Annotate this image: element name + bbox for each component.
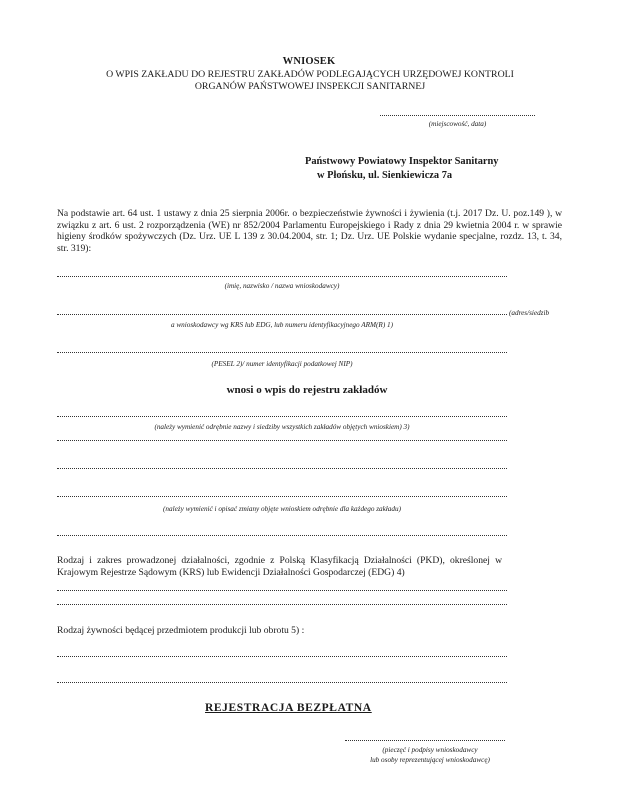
signature-hint-line1: (pieczęć i podpisy wnioskodawcy	[382, 746, 478, 754]
form-title: WNIOSEK	[282, 56, 336, 67]
establishment-field-1[interactable]	[57, 416, 507, 417]
section-heading: wnosi o wpis do rejestru zakładów	[226, 384, 388, 396]
establishment-field-4[interactable]	[57, 496, 507, 497]
addressee-block	[305, 155, 499, 183]
establishments-hint-2: (należy wymienić i opisać zmiany objęte wnioskiem odrębnie dla każdego zakładu)	[163, 505, 401, 513]
form-subtitle-line1: O WPIS ZAKŁADU DO REJESTRU ZAKŁADÓW PODLEGAJĄCYCH URZĘDOWEJ KONTROLI	[106, 69, 514, 80]
establishments-hint-1: (należy wymienić odrębnie nazwy i siedziby wszystkich zakładów objętych wnioskiem) 3)	[154, 423, 410, 431]
applicant-address-field[interactable]	[57, 314, 507, 315]
place-date-field[interactable]	[380, 115, 535, 116]
signature-hint-line2: lub osoby reprezentującej wnioskodawcę)	[370, 756, 490, 764]
applicant-address-hint: a wnioskodawcy wg KRS lub EDG, lub numeru identyfikacyjnego ARM(R) 1)	[170, 321, 394, 329]
establishment-field-2[interactable]	[57, 440, 507, 441]
activity-text: Rodzaj i zakres prowadzonej działalności, zgodnie z Polską Klasyfikacją Działalności (PKD), określonej w Krajowym Rejestrze Sądowym (KRS) lub Ewidencji Działalności Gospodarczej (EDG) 4)	[57, 555, 502, 578]
food-type-field-1[interactable]	[57, 656, 507, 657]
addressee-line1: Państwowy Powiatowy Inspektor Sanitarny	[305, 156, 499, 167]
addressee-line2: w Płońsku, ul. Sienkiewicza 7a	[317, 170, 453, 181]
pesel-nip-field[interactable]	[57, 352, 507, 353]
activity-field-2[interactable]	[57, 604, 507, 605]
establishment-field-5[interactable]	[57, 535, 507, 536]
form-subtitle	[60, 69, 560, 93]
pesel-nip-hint: (PESEL 2)/ numer identyfikacji podatkowej NIP)	[211, 360, 353, 368]
food-type-text: Rodzaj żywności będącej przedmiotem produkcji lub obrotu 5) :	[57, 625, 305, 636]
legal-basis-text: Na podstawie art. 64 ust. 1 ustawy z dnia 25 sierpnia 2006r. o bezpieczeństwie żywności i żywienia (t.j. 2017 Dz. U. poz.149 ), w związku z art. 6 ust. 2 rozporządzenia (WE) nr 852/2004 Parlamentu Europejskiego i Rady z dnia 29 kwietnia 2004 r. w sprawie higieny środków spożywczych (Dz. Urz. UE L 139 z 30.04.2004, str. 1; Dz. Urz. UE Polskie wydanie specjalne, rozdz. 13, t. 34, str. 319):	[57, 208, 562, 254]
form-subtitle-line2: ORGANÓW PAŃSTWOWEJ INSPEKCJI SANITARNEJ	[194, 81, 426, 92]
signature-hint	[340, 745, 520, 765]
applicant-name-field[interactable]	[57, 276, 507, 277]
signature-field[interactable]	[345, 740, 505, 741]
applicant-name-hint: (imię, nazwisko / nazwa wnioskodawcy)	[224, 282, 340, 290]
food-type-field-2[interactable]	[57, 682, 507, 683]
address-right-note: (adres/siedzib	[509, 309, 550, 317]
place-date-hint: (miejscowość, data)	[428, 120, 487, 128]
activity-field-1[interactable]	[57, 590, 507, 591]
establishment-field-3[interactable]	[57, 468, 507, 469]
registration-free-note: REJESTRACJA BEZPŁATNA	[205, 702, 372, 714]
